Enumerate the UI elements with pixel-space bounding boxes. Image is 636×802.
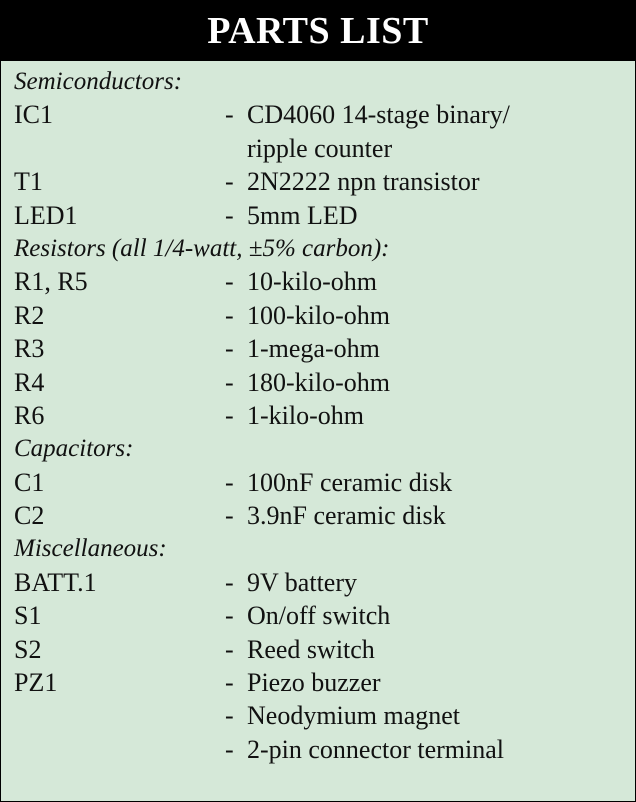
part-description: 1-kilo-ohm [247,400,364,430]
separator-dash: - [225,100,234,130]
separator-dash: - [225,300,234,330]
part-description: 100nF ceramic disk [247,467,453,497]
part-row [14,265,626,298]
separator-dash: - [225,267,234,297]
part-row [14,666,626,699]
part-designator: S2 [14,634,42,664]
part-description: 2N2222 npn transistor [247,167,480,197]
part-row [14,165,626,198]
part-designator: S1 [14,601,42,631]
part-row [14,366,626,399]
separator-dash: - [225,200,234,230]
part-designator: T1 [14,167,43,197]
part-description: On/off switch [247,601,391,631]
part-description: 180-kilo-ohm [247,367,390,397]
part-designator: R1, R5 [14,267,88,297]
part-description: Piezo buzzer [247,668,381,698]
part-row [14,633,626,666]
part-row [14,733,626,766]
part-row [14,466,626,499]
parts-list [14,65,626,766]
separator-dash: - [225,634,234,664]
part-description: 9V battery [247,567,357,597]
separator-dash: - [225,701,234,731]
part-designator: R4 [14,367,45,397]
part-row [14,199,626,232]
separator-dash: - [225,367,234,397]
part-designator: C2 [14,501,45,531]
part-designator: R3 [14,334,45,364]
part-row [14,399,626,432]
part-row [14,699,626,732]
part-description: ripple counter [247,133,393,163]
separator-dash: - [225,567,234,597]
part-description: Neodymium magnet [247,701,461,731]
part-description: 10-kilo-ohm [247,267,377,297]
part-description: 5mm LED [247,200,358,230]
part-designator: IC1 [14,100,53,130]
separator-dash: - [225,734,234,764]
section-heading: Capacitors: [14,435,134,463]
section-heading: Miscellaneous: [14,535,167,563]
part-description: 2-pin connector terminal [247,734,505,764]
separator-dash: - [225,668,234,698]
part-designator: R2 [14,300,45,330]
part-designator: R6 [14,400,45,430]
separator-dash: - [225,601,234,631]
separator-dash: - [225,334,234,364]
separator-dash: - [225,400,234,430]
section-heading: Semiconductors: [14,68,183,95]
part-description: 100-kilo-ohm [247,300,390,330]
part-designator: LED1 [14,200,78,230]
part-description: CD4060 14-stage binary/ [247,100,510,130]
part-row [14,98,626,131]
separator-dash: - [225,501,234,531]
part-designator: BATT.1 [14,567,97,597]
separator-dash: - [225,467,234,497]
part-row [14,299,626,332]
section-heading: Resistors (all 1/4-watt, ±5% carbon): [14,234,390,262]
parts-list-title: PARTS LIST [1,1,635,61]
part-row [14,332,626,365]
part-designator: PZ1 [14,668,58,698]
part-row [14,566,626,599]
part-description: Reed switch [247,634,375,664]
separator-dash: - [225,167,234,197]
part-designator: C1 [14,467,45,497]
part-row [14,132,626,165]
part-row [14,599,626,632]
part-description: 1-mega-ohm [247,334,380,364]
part-description: 3.9nF ceramic disk [247,501,446,531]
part-row [14,499,626,532]
